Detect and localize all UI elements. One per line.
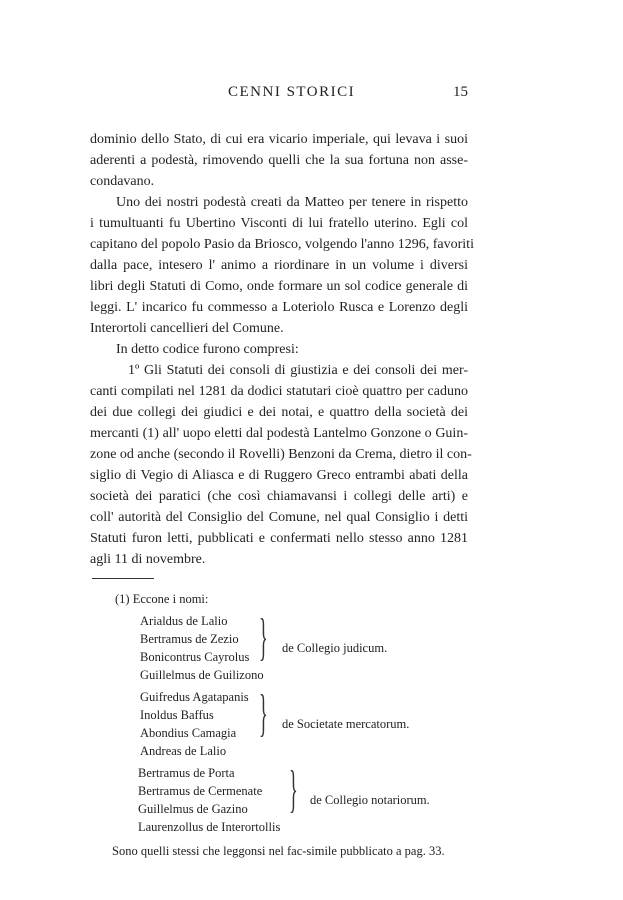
footnote-closing: Sono quelli stessi che leggonsi nel fac-simile pubblicato a pag. 33. bbox=[112, 844, 445, 858]
body-line: dominio dello Stato, di cui era vicario imperiale, qui levava i suoi bbox=[90, 132, 468, 147]
footnote-rule bbox=[92, 578, 154, 579]
body-line: libri degli Statuti di Como, onde formare un sol codice generale di bbox=[90, 279, 468, 294]
body-line: zone od anche (secondo il Rovelli) Benzoni da Crema, dietro il con- bbox=[90, 447, 472, 462]
body-line: dei due collegi dei giudici e dei notai, e quattro della società dei bbox=[90, 405, 468, 420]
body-line: canti compilati nel 1281 da dodici statutari cioè quattro per caduno bbox=[90, 384, 468, 399]
footnote-name: Bertramus de Porta bbox=[138, 766, 235, 780]
body-line: i tumultuanti fu Ubertino Visconti di lui fratello uterino. Egli col bbox=[90, 216, 468, 231]
footnote-group-label: de Societate mercatorum. bbox=[282, 717, 410, 731]
footnote-name: Bonicontrus Cayrolus bbox=[140, 650, 250, 664]
brace-glyph: } bbox=[289, 761, 298, 818]
footnote-name: Guillelmus de Guilizono bbox=[140, 668, 264, 682]
body-line: condavano. bbox=[90, 174, 155, 189]
body-line: siglio di Vegio di Aliasca e di Ruggero Greco entrambi abati della bbox=[90, 468, 468, 483]
footnote-name: Bertramus de Cermenate bbox=[138, 784, 263, 798]
footnote-name: Laurenzollus de Interortollis bbox=[138, 820, 281, 834]
page-number: 15 bbox=[453, 84, 468, 100]
footnote-name: Bertramus de Zezio bbox=[140, 632, 239, 646]
footnote-intro: (1) Eccone i nomi: bbox=[115, 592, 209, 606]
footnote-name: Guillelmus de Gazino bbox=[138, 802, 248, 816]
footnote-name: Inoldus Baffus bbox=[140, 708, 214, 722]
body-line: leggi. L' incarico fu commesso a Loteriolo Rusca e Lorenzo degli bbox=[90, 300, 468, 315]
body-line: In detto codice furono compresi: bbox=[116, 342, 299, 357]
running-header-title: CENNI STORICI bbox=[228, 84, 356, 100]
body-line: aderenti a podestà, rimovendo quelli che la sua fortuna non asse- bbox=[90, 153, 468, 168]
body-line: Interortoli cancellieri del Comune. bbox=[90, 321, 284, 336]
footnote-group-label: de Collegio judicum. bbox=[282, 641, 388, 655]
body-line: società dei paratici (che così chiamavansi i collegi delle arti) e bbox=[90, 489, 468, 504]
footnote-name: Abondius Camagia bbox=[140, 726, 237, 740]
body-line: dalla pace, intesero l' animo a riordinare in un volume i diversi bbox=[90, 258, 468, 273]
body-line: coll' autorità del Consiglio del Comune, nel qual Consiglio i detti bbox=[90, 510, 468, 525]
brace-glyph: } bbox=[259, 685, 268, 742]
body-line: Statuti furon letti, pubblicati e confermati nello stesso anno 1281 bbox=[90, 531, 468, 546]
footnote-name: Arialdus de Lalio bbox=[140, 614, 228, 628]
footnote-name: Guifredus Agatapanis bbox=[140, 690, 249, 704]
body-line: mercanti (1) all' uopo eletti dal podestà Lantelmo Gonzone o Guin- bbox=[90, 426, 468, 441]
body-line: agli 11 di novembre. bbox=[90, 552, 206, 567]
body-line: capitano del popolo Pasio da Briosco, volgendo l'anno 1296, favoriti bbox=[90, 237, 474, 252]
footnote-name: Andreas de Lalio bbox=[140, 744, 227, 758]
footnote-group-label: de Collegio notariorum. bbox=[310, 793, 430, 807]
body-line: 1º Gli Statuti dei consoli di giustizia e dei consoli dei mer- bbox=[128, 363, 468, 378]
brace-glyph: } bbox=[259, 609, 268, 666]
body-line: Uno dei nostri podestà creati da Matteo per tenere in rispetto bbox=[116, 195, 468, 210]
